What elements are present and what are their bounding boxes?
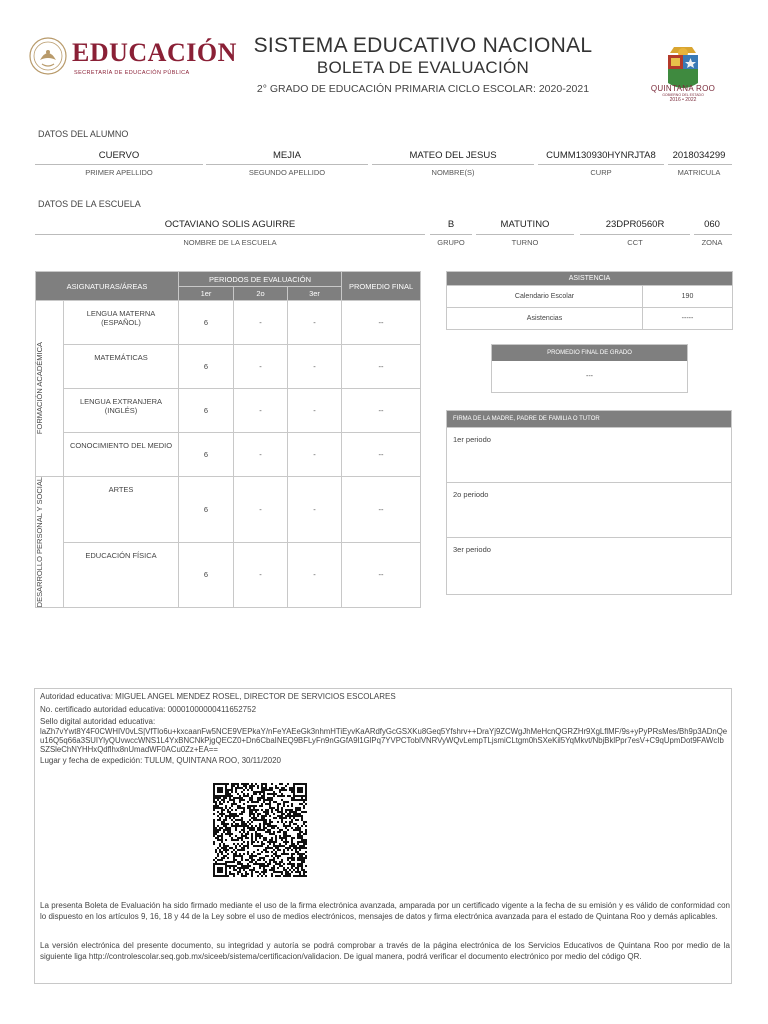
table-row <box>36 389 421 433</box>
signature-box <box>446 410 732 595</box>
underline <box>580 234 690 235</box>
grade-p1: 6 <box>179 301 234 345</box>
state-name: QUINTANA ROO <box>650 84 716 93</box>
grade-p1: 6 <box>179 477 234 543</box>
grade-p2: - <box>234 389 288 433</box>
underline <box>476 234 574 235</box>
grade-line: 2° GRADO DE EDUCACIÓN PRIMARIA CICLO ESCOLAR: 2020-2021 <box>256 83 590 95</box>
eagle-emblem-icon <box>28 36 68 76</box>
page-title: SISTEMA EDUCATIVO NACIONAL <box>253 34 593 57</box>
attendance-value: 190 <box>643 286 733 308</box>
page-subtitle: BOLETA DE EVALUACIÓN <box>316 58 530 77</box>
underline <box>538 164 664 165</box>
grade-p2: - <box>234 477 288 543</box>
subject-cell: EDUCACIÓN FÍSICA <box>64 542 179 608</box>
subject-cell: ARTES <box>64 477 179 543</box>
attendance-label: Calendario Escolar <box>447 286 643 308</box>
grade-final: -- <box>342 345 421 389</box>
caption-matricula: MATRICULA <box>677 168 721 177</box>
legal-paragraph-2: La versión electrónica del presente documento, su integridad y autoría se podrá comprobar a través de la página electrónica de los Servicios Educativos de Quintana Roo por medio de la siguiente liga http://controlescolar.seq.gob.mx/siceeb/sistema/certificacion/validacion. De igual manera, podrá verificar el documento electrónico por medio del código QR. <box>40 941 730 961</box>
digital-seal: laZh7vYwt8Y4F0CWHIV0vLS|VfTlo6u+kxcaanFw5NCE9VEPkaY/nFeYAEeGk3nhmHTiEyvKaARdfyGcGSXKu8Geq5Yfshrv++DraYj9ZCWgJhMeHcnQGRZHr9XgLflMF/9s+yPyPRsMes/Bh9p3ADnQeu16Q5q66a3SUIYlyQUvwccWNS1L4YxBNCNkPjgQECZ0+Dn6CbaINEQ9BFLyFn9nGGfA9l1GlPq7YVPCToblVNRVyWQvLempTLjsmiCLtgm0hSXeKil5YqMkvt/NbjBklPpr7esV+C9qUpmDot9FAWcIbSZSleChNYHHxQdflhx8nUmadWF0ACu0Zz+EA== <box>40 727 728 754</box>
table-row <box>36 345 421 389</box>
header-periods: PERIODOS DE EVALUACIÓN <box>179 272 342 287</box>
underline <box>372 164 534 165</box>
curp-value: CUMM130930HYNRJTA8 <box>546 150 656 161</box>
table-row <box>36 542 421 608</box>
grade-p1: 6 <box>179 389 234 433</box>
grade-final: -- <box>342 542 421 608</box>
header-final: PROMEDIO FINAL <box>342 272 421 301</box>
underline <box>694 234 732 235</box>
sep-logo <box>28 34 237 82</box>
header-subjects: ASIGNATURAS/ÁREAS <box>36 272 179 301</box>
attendance-title: ASISTENCIA <box>447 272 733 286</box>
grade-p3: - <box>288 301 342 345</box>
caption-primer-apellido: PRIMER APELLIDO <box>85 168 153 177</box>
header-p3: 3er <box>288 287 342 301</box>
grade-p3: - <box>288 389 342 433</box>
table-row <box>36 301 421 345</box>
final-average-value: --- <box>586 373 593 380</box>
subject-cell: CONOCIMIENTO DEL MEDIO <box>64 433 179 477</box>
caption-escuela: NOMBRE DE LA ESCUELA <box>183 238 277 247</box>
final-average-title: PROMEDIO FINAL DE GRADO <box>492 345 687 361</box>
issue-place-date: Lugar y fecha de expedición: TULUM, QUINTANA ROO, 30/11/2020 <box>40 756 282 765</box>
section-label-escuela: DATOS DE LA ESCUELA <box>38 199 141 209</box>
grade-p3: - <box>288 477 342 543</box>
turno-value: MATUTINO <box>500 219 550 230</box>
grade-final: -- <box>342 477 421 543</box>
certificate-number: No. certificado autoridad educativa: 00001000000411652752 <box>40 705 257 714</box>
authority-line: Autoridad educativa: MIGUEL ANGEL MENDEZ ROSEL, DIRECTOR DE SERVICIOS ESCOLARES <box>40 692 396 701</box>
subject-cell: MATEMÁTICAS <box>64 345 179 389</box>
grupo-value: B <box>447 219 455 230</box>
state-subtitle: GOBIERNO DEL ESTADO <box>662 93 704 97</box>
seal-label: Sello digital autoridad educativa: <box>40 717 156 726</box>
attendance-value: ----- <box>643 308 733 330</box>
section-label-alumno: DATOS DEL ALUMNO <box>38 129 129 139</box>
grade-p3: - <box>288 542 342 608</box>
header-p2: 2o <box>234 287 288 301</box>
group-formacion <box>36 301 64 477</box>
grade-p1: 6 <box>179 542 234 608</box>
underline <box>35 234 425 235</box>
primer-apellido-value: CUERVO <box>98 150 140 161</box>
brand-subtitle: SECRETARÍA DE EDUCACIÓN PÚBLICA <box>74 70 190 76</box>
subject-cell: LENGUA EXTRANJERA (INGLÉS) <box>64 389 179 433</box>
grade-p1: 6 <box>179 433 234 477</box>
attendance-table <box>446 271 733 330</box>
legal-paragraph-1: La presenta Boleta de Evaluación ha sido firmado mediante el uso de la firma electrónica avanzada, amparada por un certificado vigente a la fecha de su emisión y es válido de conformidad con lo dispuesto en los artículos 9, 16, 18 y 44 de la Ley sobre el uso de medios electrónicos, mensajes de datos y firma electrónica avanzada para el estado de Quintana Roo y demás aplicables. <box>40 901 730 921</box>
signature-period-1: 1er periodo <box>447 427 731 482</box>
grade-final: -- <box>342 433 421 477</box>
cct-value: 23DPR0560R <box>605 219 665 230</box>
underline <box>430 234 472 235</box>
brand-word: EDUCACIÓN <box>72 38 237 67</box>
state-years: 2016 • 2022 <box>669 97 697 103</box>
escuela-nombre-value: OCTAVIANO SOLIS AGUIRRE <box>164 219 296 230</box>
grade-p1: 6 <box>179 345 234 389</box>
grade-final: -- <box>342 301 421 345</box>
grades-table <box>35 271 421 608</box>
table-row <box>36 433 421 477</box>
group-label: FORMACIÓN ACADÉMICA <box>35 342 44 435</box>
qr-code-icon <box>213 783 307 877</box>
zona-value: 060 <box>704 219 720 230</box>
group-label: DESARROLLO PERSONAL Y SOCIAL <box>35 477 44 608</box>
nombres-value: MATEO DEL JESUS <box>409 150 497 161</box>
caption-grupo: GRUPO <box>437 238 465 247</box>
signature-period-3: 3er periodo <box>447 537 731 592</box>
grade-p2: - <box>234 301 288 345</box>
grade-p2: - <box>234 542 288 608</box>
signature-period-2: 2o periodo <box>447 482 731 537</box>
attendance-label: Asistencias <box>447 308 643 330</box>
underline <box>35 164 203 165</box>
subject-cell: LENGUA MATERNA (ESPAÑOL) <box>64 301 179 345</box>
segundo-apellido-value: MEJIA <box>273 150 301 161</box>
underline <box>668 164 732 165</box>
table-row <box>36 477 421 543</box>
caption-zona: ZONA <box>701 238 723 247</box>
underline <box>206 164 368 165</box>
header-p1: 1er <box>179 287 234 301</box>
caption-nombres: NOMBRE(S) <box>431 168 475 177</box>
signature-title: FIRMA DE LA MADRE, PADRE DE FAMILIA O TUTOR <box>447 411 731 427</box>
caption-segundo-apellido: SEGUNDO APELLIDO <box>248 168 326 177</box>
grade-p2: - <box>234 345 288 389</box>
final-average-box <box>491 344 688 393</box>
grade-p3: - <box>288 345 342 389</box>
grade-p2: - <box>234 433 288 477</box>
group-desarrollo <box>36 477 64 608</box>
caption-curp: CURP <box>590 168 612 177</box>
caption-cct: CCT <box>627 238 643 247</box>
grade-final: -- <box>342 389 421 433</box>
caption-turno: TURNO <box>511 238 539 247</box>
certification-box <box>34 688 732 984</box>
grade-p3: - <box>288 433 342 477</box>
matricula-value: 2018034299 <box>672 150 726 161</box>
